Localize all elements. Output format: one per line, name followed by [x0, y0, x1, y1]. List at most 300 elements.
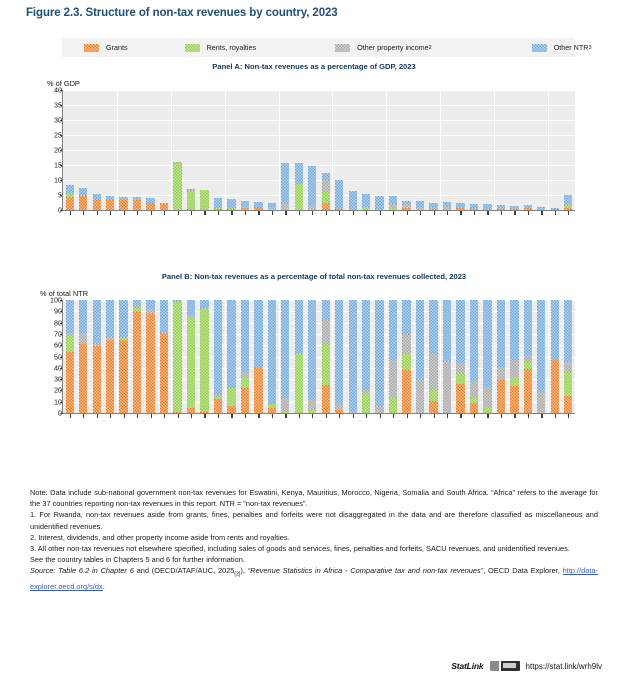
bar-segment-other-property-income [322, 320, 330, 344]
bar-segment-other-ntr [551, 300, 559, 360]
bar-panel-b[interactable] [106, 300, 114, 413]
panel-b [0, 272, 628, 482]
bar-segment-grants [254, 368, 262, 413]
bar-segment-rents-royalties [173, 162, 181, 209]
panel-b-y-tick-label: 60 [54, 340, 62, 350]
bar-segment-other-ntr [362, 300, 370, 390]
bar-segment-other-ntr [322, 173, 330, 180]
bar-panel-b[interactable] [66, 300, 74, 413]
legend-label-rents-royalties: Rents, royalties [206, 43, 257, 52]
panel-b-y-tick-label: 70 [54, 329, 62, 339]
bar-segment-other-ntr [281, 300, 289, 398]
bar-panel-a[interactable] [375, 196, 383, 210]
bar-panel-a[interactable] [146, 198, 154, 210]
panel-b-x-tick-mark [434, 414, 435, 418]
bar-segment-rents-royalties [173, 302, 181, 412]
bar-segment-rents-royalties [187, 318, 195, 408]
bar-panel-a[interactable] [241, 201, 249, 210]
panel-b-x-tick-mark [541, 414, 542, 418]
bar-segment-other-ntr [537, 300, 545, 392]
bar-panel-b[interactable] [227, 300, 235, 413]
panel-a-x-tick-mark [326, 211, 327, 215]
bar-segment-grants [79, 196, 87, 210]
bar-panel-b[interactable] [173, 300, 181, 413]
bar-segment-rents-royalties [322, 344, 330, 385]
bar-segment-other-property-income [564, 362, 572, 372]
bar-segment-other-property-income [524, 355, 532, 362]
bar-panel-a[interactable] [564, 195, 572, 210]
bar-segment-other-ntr [79, 300, 87, 333]
bar-panel-b[interactable] [389, 300, 397, 413]
panel-a-x-tick-mark [339, 211, 340, 215]
bar-segment-other-ntr [362, 194, 370, 207]
panel-a-y-axis [40, 85, 62, 215]
panel-a-x-tick-mark [568, 211, 569, 215]
bar-segment-other-property-income [402, 334, 410, 354]
source-mid: and (OECD/ATAF/AUC, 2025 [133, 566, 235, 576]
panel-b-y-tick-label: 50 [54, 351, 62, 361]
bar-segment-other-ntr [389, 196, 397, 204]
bar-segment-grants [322, 203, 330, 210]
panel-a-x-tick-mark [110, 211, 111, 215]
panel-b-x-tick-mark [420, 414, 421, 418]
bar-segment-grants [497, 380, 505, 413]
panel-b-x-tick-mark [474, 414, 475, 418]
panel-b-x-tick-mark [231, 414, 232, 418]
bar-segment-grants [322, 385, 330, 413]
bar-panel-b[interactable] [79, 300, 87, 413]
bar-segment-grants [106, 200, 114, 210]
bar-panel-b[interactable] [308, 300, 316, 413]
bar-panel-b[interactable] [295, 300, 303, 413]
panel-b-bar-group [63, 300, 575, 413]
bar-segment-grants [160, 333, 168, 413]
bar-panel-a[interactable] [173, 162, 181, 210]
legend-footnote-marker-2: 2 [428, 44, 432, 51]
panel-a-x-tick-mark [218, 211, 219, 215]
bar-panel-b[interactable] [551, 300, 559, 413]
bar-segment-rents-royalties [322, 192, 330, 203]
bar-panel-a[interactable] [322, 173, 330, 210]
panel-b-x-tick-mark [299, 414, 300, 418]
bar-segment-other-property-income [537, 392, 545, 413]
other-ntr-swatch-icon [532, 44, 547, 52]
bar-panel-a[interactable] [66, 185, 74, 210]
source-data-explorer-link[interactable]: http://data-explorer.oecd.org/s/dx [30, 566, 598, 592]
bar-panel-b[interactable] [537, 300, 545, 413]
statlink-barcode-icon [490, 661, 520, 671]
legend-label-other-ntr: Other NTR [553, 43, 589, 52]
panel-b-x-axis-ticks [0, 413, 628, 418]
bar-segment-grants [402, 370, 410, 413]
bar-segment-grants [564, 396, 572, 413]
bar-panel-a[interactable] [295, 163, 303, 210]
bar-segment-grants [551, 360, 559, 413]
note-3: 3. All other non-tax revenues not elsewhere specified, including sales of goods and services, fines, penalties and forfeits, SACU revenues, and unidentified revenues. [30, 544, 570, 554]
panel-a-x-tick-mark [434, 211, 435, 215]
bar-segment-other-ntr [470, 300, 478, 381]
note-main: Note: Data include sub-national government non-tax revenues for Eswatini, Kenya, Mauritius, Morocco, Nigeria, Somalia and South Africa. “Africa” refers to the average for the 37 countries reporting non-tax revenues in this report. NTR = “non-tax revenues”. [30, 488, 598, 509]
panel-a-x-tick-mark [245, 211, 246, 215]
source-line [30, 565, 598, 592]
bar-panel-b[interactable] [524, 300, 532, 413]
statlink-url[interactable]: https://stat.link/wrh9lv [525, 661, 602, 671]
bar-panel-a[interactable] [349, 191, 357, 210]
panel-b-y-tick-label: 90 [54, 306, 62, 316]
bar-segment-other-ntr [227, 300, 235, 388]
panel-a-y-tick-label: 15 [54, 160, 62, 170]
chart-legend [62, 38, 592, 57]
bar-segment-grants [241, 388, 249, 413]
bar-segment-grants [133, 312, 141, 413]
source-prefix: Source: [30, 566, 59, 576]
panel-a-x-tick-mark [447, 211, 448, 215]
bar-segment-other-property-income [470, 381, 478, 398]
bar-segment-other-ntr [349, 191, 357, 209]
bar-segment-rents-royalties [524, 362, 532, 369]
panel-b-x-tick-mark [366, 414, 367, 418]
bar-panel-a[interactable] [187, 189, 195, 210]
bar-segment-other-ntr [443, 300, 451, 361]
bar-panel-a[interactable] [268, 203, 276, 210]
bar-segment-rents-royalties [241, 377, 249, 388]
legend-item-rents-royalties [185, 43, 257, 52]
panel-a-x-tick-mark [474, 211, 475, 215]
bar-segment-grants [66, 352, 74, 413]
panel-b-x-tick-mark [83, 414, 84, 418]
panel-b-y-tick-label: 20 [54, 385, 62, 395]
legend-item-other-ntr [532, 43, 592, 52]
bar-panel-b[interactable] [146, 300, 154, 413]
bar-panel-b[interactable] [564, 300, 572, 413]
panel-b-x-tick-mark [353, 414, 354, 418]
bar-panel-b[interactable] [241, 300, 249, 413]
bar-panel-a[interactable] [119, 197, 127, 210]
bar-panel-b[interactable] [416, 300, 424, 413]
bar-segment-other-ntr [510, 300, 518, 360]
bar-segment-other-ntr [295, 300, 303, 353]
panel-a-x-tick-mark [501, 211, 502, 215]
bar-segment-rents-royalties [362, 393, 370, 413]
bar-segment-other-ntr [564, 300, 572, 362]
legend-item-other-property-income [335, 43, 432, 52]
panel-a-plot-area [63, 90, 575, 210]
rents-royalties-swatch-icon [185, 44, 200, 52]
bar-segment-grants [119, 200, 127, 210]
bar-panel-b[interactable] [214, 300, 222, 413]
bar-panel-a[interactable] [416, 201, 424, 210]
bar-segment-rents-royalties [389, 398, 397, 413]
panel-a-x-tick-mark [393, 211, 394, 215]
bar-segment-other-ntr [281, 163, 289, 203]
source-table-ref: Table 6.2 in Chapter 6 [58, 566, 134, 576]
source-end: . [102, 582, 105, 592]
panel-b-x-tick-mark [501, 414, 502, 418]
bar-segment-other-ntr [160, 300, 168, 332]
panel-b-x-tick-mark [447, 414, 448, 418]
bar-panel-b[interactable] [268, 300, 276, 413]
bar-segment-rents-royalties [66, 336, 74, 352]
bar-panel-a[interactable] [335, 180, 343, 210]
bar-segment-other-property-income [483, 387, 491, 408]
bar-segment-other-property-income [443, 361, 451, 413]
bar-panel-b[interactable] [349, 300, 357, 413]
panel-a-y-tick-label: 5 [58, 190, 62, 200]
bar-panel-a[interactable] [443, 202, 451, 210]
other-property-income-swatch-icon [335, 44, 350, 52]
bar-segment-other-ntr [483, 300, 491, 387]
panel-a-x-tick-mark [83, 211, 84, 215]
panel-b-x-tick-mark [191, 414, 192, 418]
source-mid2: ), [240, 566, 248, 576]
bar-segment-other-ntr [268, 300, 276, 404]
bar-panel-a[interactable] [133, 197, 141, 210]
bar-segment-other-ntr [497, 300, 505, 367]
panel-b-x-tick-mark [164, 414, 165, 418]
bar-panel-a[interactable] [227, 199, 235, 210]
panel-a-x-tick-mark [460, 211, 461, 215]
panel-b-x-tick-mark [151, 414, 152, 418]
legend-item-grants [84, 43, 128, 52]
bar-segment-other-property-income [281, 203, 289, 210]
bar-panel-b[interactable] [429, 300, 437, 413]
bar-segment-grants [66, 197, 74, 210]
statlink-label: StatLink [451, 661, 484, 671]
bar-panel-b[interactable] [456, 300, 464, 413]
panel-b-x-tick-mark [339, 414, 340, 418]
panel-a-x-tick-mark [285, 211, 286, 215]
bar-panel-b[interactable] [200, 300, 208, 413]
bar-segment-grants [429, 401, 437, 413]
bar-segment-other-ntr [389, 300, 397, 360]
bar-segment-other-ntr [349, 300, 357, 411]
bar-panel-b[interactable] [335, 300, 343, 413]
bar-segment-other-ntr [254, 300, 262, 368]
bar-segment-other-ntr [375, 196, 383, 209]
bar-panel-b[interactable] [119, 300, 127, 413]
bar-panel-a[interactable] [200, 190, 208, 210]
note-see-also: See the country tables in Chapters 5 and 6 for further information. [30, 555, 245, 565]
bar-segment-other-ntr [322, 300, 330, 320]
bar-panel-b[interactable] [402, 300, 410, 413]
panel-b-y-tick-label: 100 [50, 295, 62, 305]
bar-segment-rents-royalties [564, 372, 572, 396]
bar-panel-a[interactable] [429, 203, 437, 210]
bar-segment-other-property-income [416, 379, 424, 413]
panel-b-y-tick-label: 80 [54, 317, 62, 327]
bar-panel-a[interactable] [389, 196, 397, 210]
bar-segment-grants [524, 369, 532, 413]
panel-b-x-tick-mark [137, 414, 138, 418]
bar-segment-other-ntr [416, 300, 424, 379]
bar-panel-b[interactable] [483, 300, 491, 413]
bar-panel-a[interactable] [93, 194, 101, 210]
panel-a-x-tick-mark [380, 211, 381, 215]
panel-b-x-tick-mark [178, 414, 179, 418]
bar-segment-other-ntr [66, 185, 74, 192]
bar-panel-b[interactable] [470, 300, 478, 413]
legend-label-grants: Grants [106, 43, 128, 52]
bar-segment-other-property-income [429, 354, 437, 390]
panel-b-x-tick-mark [258, 414, 259, 418]
bar-segment-other-property-income [389, 360, 397, 398]
panel-b-x-axis-line [63, 413, 575, 414]
panel-b-x-tick-mark [218, 414, 219, 418]
note-2: 2. Interest, dividends, and other property income aside from rents and royalties. [30, 532, 290, 542]
bar-segment-grants [146, 203, 154, 210]
panel-a-y-tick-label: 10 [54, 175, 62, 185]
panel-b-x-tick-mark [204, 414, 205, 418]
statlink-bar [0, 661, 628, 671]
bar-panel-a[interactable] [402, 201, 410, 210]
bar-panel-b[interactable] [254, 300, 262, 413]
panel-b-x-tick-mark [245, 414, 246, 418]
bar-segment-other-ntr [308, 300, 316, 399]
bar-panel-b[interactable] [160, 300, 168, 413]
bar-segment-grants [93, 200, 101, 210]
panel-a-x-tick-mark [312, 211, 313, 215]
bar-panel-b[interactable] [510, 300, 518, 413]
panel-b-x-tick-mark [326, 414, 327, 418]
bar-panel-a[interactable] [362, 194, 370, 210]
bar-segment-other-ntr [335, 180, 343, 208]
panel-a-y-tick-label: 0 [58, 205, 62, 215]
bar-panel-b[interactable] [362, 300, 370, 413]
bar-segment-other-property-income [308, 399, 316, 409]
bar-segment-grants [106, 340, 114, 413]
panel-a [0, 62, 628, 262]
panel-b-x-tick-mark [514, 414, 515, 418]
panel-b-y-tick-label: 30 [54, 374, 62, 384]
bar-segment-grants [146, 314, 154, 413]
panel-a-y-axis-unit: % of GDP [47, 79, 80, 88]
panel-a-y-tick-label: 20 [54, 145, 62, 155]
source-citation-index: [2] [234, 571, 241, 578]
bar-segment-other-ntr [66, 300, 74, 333]
panel-b-x-tick-mark [528, 414, 529, 418]
bar-panel-b[interactable] [443, 300, 451, 413]
bar-segment-rents-royalties [200, 190, 208, 210]
bar-panel-a[interactable] [308, 166, 316, 210]
panel-a-title: Panel A: Non-tax revenues as a percentage of GDP, 2023 [212, 62, 416, 71]
panel-a-y-tick-label: 40 [54, 85, 62, 95]
panel-a-x-tick-mark [137, 211, 138, 215]
panel-b-y-tick-label: 40 [54, 363, 62, 373]
bar-segment-other-ntr [429, 300, 437, 354]
bar-panel-b[interactable] [281, 300, 289, 413]
bar-panel-b[interactable] [93, 300, 101, 413]
panel-a-x-tick-mark [366, 211, 367, 215]
bar-segment-rents-royalties [429, 390, 437, 400]
bar-segment-other-ntr [146, 300, 154, 309]
panel-a-x-tick-mark [97, 211, 98, 215]
panel-b-x-tick-mark [407, 414, 408, 418]
panel-a-x-tick-mark [299, 211, 300, 215]
bar-panel-a[interactable] [281, 163, 289, 210]
panel-b-x-tick-mark [285, 414, 286, 418]
bar-segment-other-ntr [200, 300, 208, 308]
bar-segment-other-property-income [79, 333, 87, 344]
panel-b-plot-area [63, 300, 575, 413]
bar-segment-grants [456, 384, 464, 413]
panel-b-x-tick-mark [312, 414, 313, 418]
bar-segment-rents-royalties [200, 309, 208, 412]
bar-segment-grants [510, 386, 518, 413]
panel-b-y-axis [40, 295, 62, 418]
bar-segment-rents-royalties [295, 354, 303, 413]
panel-a-x-tick-mark [124, 211, 125, 215]
figure-notes [30, 487, 598, 592]
bar-segment-other-ntr [79, 188, 87, 195]
panel-a-x-tick-mark [164, 211, 165, 215]
bar-segment-other-property-income [497, 367, 505, 381]
panel-a-x-tick-mark [178, 211, 179, 215]
bar-panel-a[interactable] [456, 203, 464, 210]
panel-a-x-tick-mark [231, 211, 232, 215]
panel-a-x-tick-mark [487, 211, 488, 215]
panel-b-x-tick-mark [110, 414, 111, 418]
bar-segment-other-ntr [524, 300, 532, 355]
figure-title: Figure 2.3. Structure of non-tax revenues by country, 2023 [26, 7, 338, 19]
panel-b-x-tick-mark [70, 414, 71, 418]
panel-a-x-tick-mark [272, 211, 273, 215]
bar-segment-other-ntr [564, 195, 572, 204]
bar-panel-b[interactable] [375, 300, 383, 413]
bar-segment-other-ntr [241, 300, 249, 372]
bar-panel-a[interactable] [106, 196, 114, 210]
bar-segment-other-property-income [510, 360, 518, 377]
bar-panel-b[interactable] [187, 300, 195, 413]
bar-segment-other-ntr [214, 198, 222, 208]
bar-segment-other-ntr [335, 300, 343, 404]
bar-panel-b[interactable] [133, 300, 141, 413]
panel-a-x-tick-mark [555, 211, 556, 215]
panel-a-x-tick-mark [258, 211, 259, 215]
bar-segment-other-ntr [227, 199, 235, 207]
note-1: 1. For Rwanda, non-tax revenues aside from grants, fines, penalties and forfeits were not disaggregated in the data and are therefore classified as miscellaneous and unidentified revenues. [30, 510, 598, 531]
bar-segment-grants [79, 344, 87, 413]
panel-a-bar-group [63, 90, 575, 210]
bar-segment-other-ntr [295, 163, 303, 184]
bar-segment-grants [227, 406, 235, 413]
bar-segment-other-ntr [308, 166, 316, 205]
bar-segment-rents-royalties [227, 388, 235, 406]
panel-a-y-tick-label: 30 [54, 115, 62, 125]
bar-segment-other-ntr [93, 300, 101, 343]
bar-panel-b[interactable] [497, 300, 505, 413]
bar-segment-grants [133, 200, 141, 210]
bar-panel-a[interactable] [254, 202, 262, 210]
panel-b-x-tick-mark [124, 414, 125, 418]
panel-b-title: Panel B: Non-tax revenues as a percentage of total non-tax revenues collected, 2023 [161, 272, 467, 281]
panel-a-y-tick-label: 25 [54, 130, 62, 140]
bar-panel-a[interactable] [160, 203, 168, 211]
bar-segment-grants [119, 340, 127, 413]
source-suffix: , OECD Data Explorer, [483, 566, 563, 576]
panel-a-x-axis-line [63, 210, 575, 211]
panel-a-x-tick-mark [514, 211, 515, 215]
bar-panel-b[interactable] [322, 300, 330, 413]
bar-segment-other-ntr [402, 300, 410, 334]
bar-panel-a[interactable] [79, 188, 87, 210]
bar-panel-a[interactable] [214, 198, 222, 210]
panel-a-x-tick-mark [70, 211, 71, 215]
panel-b-x-tick-mark [272, 414, 273, 418]
panel-b-y-tick-label: 10 [54, 397, 62, 407]
bar-segment-rents-royalties [295, 184, 303, 210]
panel-b-x-tick-mark [393, 414, 394, 418]
panel-a-x-tick-mark [541, 211, 542, 215]
